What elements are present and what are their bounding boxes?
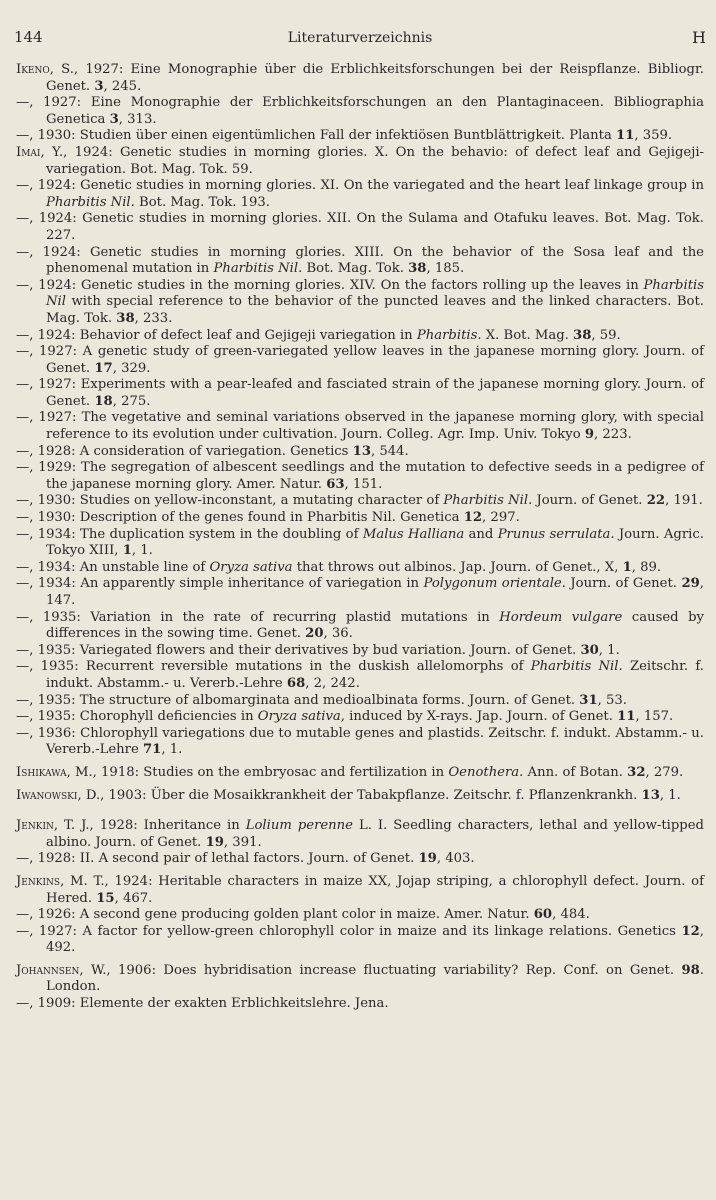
entry-text: , 275.	[112, 393, 151, 409]
volume-number: 17	[94, 360, 113, 376]
entry-text: Journ. of Genet.	[565, 576, 682, 592]
italic-taxon: Pharbitis.	[416, 327, 482, 343]
entry-text: , M., 1918: Studies on the embryosac and fertilization in	[66, 764, 449, 780]
volume-number: 13	[352, 443, 371, 459]
italic-taxon: Prunus serrulata.	[497, 526, 615, 542]
italic-taxon: Oenothera.	[448, 764, 524, 780]
volume-number: 11	[617, 709, 636, 725]
volume-number: 19	[205, 834, 224, 850]
page-number: 144	[14, 28, 43, 46]
bibliography-entry	[16, 493, 704, 510]
entry-text: , 245.	[103, 78, 142, 94]
entry-text: Zeitschr. f. indukt. Abstamm.- u. Vererb.-Lehre	[46, 659, 704, 691]
bibliography-entry	[16, 924, 704, 957]
entry-text: , 1.	[659, 787, 681, 803]
bibliography-entry	[16, 709, 704, 726]
entry-text: , 147.	[46, 576, 704, 608]
italic-taxon: Pharbitis Nil	[46, 277, 704, 310]
volume-number: 12	[681, 923, 700, 939]
italic-taxon: Pharbitis Nil.	[46, 194, 135, 210]
entry-text: —, 1935: Variegated flowers and their derivatives by bud variation. Journ. of Genet.	[16, 642, 581, 658]
entry-text: —, 1929: The segregation of albescent seedlings and the mutation to defective seeds in a pedigree of the japanese morning glory. Amer. Natur.	[16, 460, 704, 492]
bibliography-entry	[16, 328, 704, 345]
bibliography-entry	[16, 726, 704, 759]
entry-text: , M. T., 1924: Heritable characters in maize XX, Jojap striping, a chlorophyll defect. Journ. of Hered.	[46, 873, 704, 906]
bibliography-entry	[16, 527, 704, 560]
entry-text: , T. J., 1928: Inheritance in	[53, 818, 246, 834]
bibliography-entry	[16, 128, 704, 145]
running-title: Literaturverzeichnis	[287, 30, 433, 46]
bibliography-entry	[16, 444, 704, 461]
author-name: Ishikawa	[16, 764, 67, 780]
entry-text: , 1.	[161, 742, 183, 758]
volume-number: 60	[533, 907, 553, 923]
bibliography-entry	[16, 765, 704, 782]
entry-text: —, 1934: The duplication system in the doubling of	[16, 526, 363, 542]
italic-taxon: Lolium perenne	[245, 818, 353, 834]
bibliography-entry	[16, 963, 704, 996]
entry-text: , Y., 1924: Genetic studies in morning glories. X. On the behavio: of defect leaf and Gejigeji-variegation. Bot. Mag. Tok. 59.	[40, 144, 704, 177]
entry-text: —, 1924: Genetic studies in morning glories. XIII. On the behavior of the Sosa leaf and the phenomenal mutation in	[16, 244, 704, 277]
entry-text: , 233.	[134, 310, 173, 326]
entry-text: , 2, 242.	[305, 675, 360, 691]
bibliography-entry	[16, 278, 704, 328]
volume-number: 3	[94, 78, 104, 94]
author-name: Johannsen	[16, 962, 80, 978]
volume-number: 20	[305, 626, 324, 642]
entry-text: , 36.	[323, 626, 353, 642]
entry-text: , 329.	[112, 360, 151, 376]
entry-text: —, 1927: Experiments with a pear-leafed and fasciated strain of the japanese morning glory. Journ. of Genet.	[16, 377, 704, 409]
entry-text: Bot. Mag. Tok.	[302, 261, 409, 277]
volume-number: 63	[326, 476, 345, 492]
entry-text: , 1.	[131, 543, 153, 559]
page-header	[14, 28, 706, 52]
bibliography-entry	[16, 410, 704, 443]
entry-text: —, 1935: Chorophyll deficiencies in	[16, 709, 258, 725]
entry-text: X. Bot. Mag.	[481, 327, 574, 343]
entry-text: Journ. of Genet.	[532, 493, 647, 509]
bibliography-entry	[16, 62, 704, 95]
italic-taxon: Pharbitis Nil.	[213, 261, 303, 277]
entry-text: , 151.	[344, 476, 383, 492]
entry-text: , 185.	[426, 261, 465, 277]
italic-taxon: Oryza sativa	[209, 559, 293, 575]
bibliography-entry	[16, 907, 704, 924]
entry-text: —, 1927: The vegetative and seminal variations observed in the japanese morning glory, with special reference to its evolution under cultivation. Journ. Colleg. Agr. Imp. Univ. Tokyo	[16, 410, 704, 443]
bibliography-entry	[16, 377, 704, 410]
volume-number: 19	[418, 851, 437, 867]
entry-text: —, 1934: An apparently simple inheritance of variegation in	[16, 576, 424, 592]
volume-number: 11	[616, 128, 635, 144]
entry-text: , induced by X-rays. Jap. Journ. of Genet.	[340, 709, 618, 725]
entry-text: —, 1928: A consideration of variegation. Genetics	[16, 443, 353, 459]
bibliography-entry	[16, 643, 704, 660]
entry-text: that throws out albinos. Jap. Journ. of Genet., X,	[292, 559, 623, 575]
bibliography-entry	[16, 245, 704, 278]
bibliography-entry	[16, 610, 704, 643]
italic-taxon: Polygonum orientale.	[423, 576, 566, 592]
entry-text: , D., 1903: Über die Mosaikkrankheit der Tabakpflanze. Zeitschr. f. Pflanzenkrankh.	[77, 787, 642, 803]
author-name: Ikeno	[16, 62, 50, 77]
bibliography-entry	[16, 145, 704, 178]
volume-number: 18	[94, 393, 113, 409]
entry-text: . London.	[46, 962, 704, 995]
entry-text: —, 1930: Studien über einen eigentümlichen Fall der infektiösen Buntblättrigkeit. Planta	[16, 128, 616, 144]
entry-text: —, 1936: Chlorophyll variegations due to mutable genes and plastids. Zeitschr. f. indukt. Abstamm.- u. Vererb.-Lehre	[16, 725, 704, 758]
entry-text: , 279.	[645, 764, 684, 780]
volume-number: 12	[463, 510, 483, 526]
bibliography-entry	[16, 874, 704, 907]
bibliography-entry	[16, 818, 704, 851]
volume-number: 98	[681, 962, 700, 978]
bibliography-entry	[16, 178, 704, 211]
section-letter: H	[692, 28, 706, 47]
bibliography-entry	[16, 659, 704, 692]
bibliography-list	[16, 62, 704, 1013]
italic-taxon: Hordeum vulgare	[499, 609, 623, 625]
entry-text: —, 1927: A genetic study of green-variegated yellow leaves in the japanese morning glory. Journ. of Genet.	[16, 344, 704, 376]
volume-number: 13	[641, 787, 660, 803]
entry-text: Ann. of Botan.	[523, 764, 628, 780]
bibliography-entry	[16, 460, 704, 493]
entry-text: L. I. Seedling characters, lethal and yellow-tipped albino. Journ. of Genet.	[46, 818, 704, 850]
entry-text: —, 1928: II. A second pair of lethal factors. Journ. of Genet.	[16, 851, 419, 867]
volume-number: 22	[646, 493, 666, 509]
entry-text: Bot. Mag. Tok. 193.	[134, 194, 270, 210]
bibliography-entry	[16, 788, 704, 805]
entry-text: —, 1909: Elemente der exakten Erblichkeitslehre. Jena.	[16, 996, 389, 1012]
entry-text: , 403.	[436, 851, 475, 867]
volume-number: 71	[142, 742, 162, 758]
volume-number: 68	[286, 675, 306, 691]
bibliography-entry	[16, 95, 704, 128]
entry-text: , 89.	[631, 559, 662, 575]
entry-text: —, 1935: Recurrent reversible mutations in the duskish allelomorphs of	[16, 659, 531, 675]
italic-taxon: Malus Halliana	[362, 526, 465, 542]
entry-text: , 157.	[635, 709, 674, 725]
volume-number: 9	[584, 427, 595, 443]
entry-text: —, 1927: Eine Monographie der Erblichkeitsforschungen an den Plantaginaceen. Bibliographia Genetica	[16, 95, 704, 127]
italic-taxon: Pharbitis Nil.	[530, 659, 623, 675]
entry-text: —, 1924: Genetic studies in morning glories. XI. On the variegated and the heart leaf linkage group in	[16, 178, 704, 194]
author-name: Jenkin	[16, 818, 54, 834]
entry-text: —, 1926: A second gene producing golden plant color in maize. Amer. Natur.	[16, 907, 534, 923]
volume-number: 1	[622, 559, 632, 575]
entry-text: , 53.	[597, 692, 627, 708]
author-name: Jenkins	[16, 873, 61, 889]
entry-text: —, 1934: An unstable line of	[16, 559, 210, 575]
bibliography-entry	[16, 576, 704, 609]
entry-text: —, 1924: Genetic studies in morning glories. XII. On the Sulama and Otafuku leaves. Bot. Mag. Tok. 227.	[16, 211, 704, 243]
entry-text: , 391.	[223, 834, 262, 850]
entry-text: —, 1935: The structure of albomarginata and medioalbinata forms. Journ. of Genet.	[16, 692, 580, 708]
volume-number: 38	[116, 310, 135, 326]
entry-text: —, 1930: Studies on yellow-inconstant, a mutating character of	[16, 493, 444, 509]
entry-text: —, 1924: Genetic studies in the morning glories. XIV. On the factors rolling up the leaves in	[16, 277, 644, 293]
entry-text: , 359.	[634, 128, 673, 144]
entry-text: , 297.	[482, 510, 520, 526]
entry-text: , 313.	[118, 111, 157, 127]
entry-text: , W., 1906: Does hybridisation increase fluctuating variability? Rep. Conf. on Genet.	[79, 962, 682, 978]
volume-number: 3	[109, 111, 119, 127]
volume-number: 31	[579, 692, 598, 708]
author-name: Imai	[16, 144, 41, 160]
entry-text: , 59.	[591, 327, 621, 343]
entry-text: , 1.	[598, 642, 620, 658]
volume-number: 38	[573, 327, 592, 343]
bibliography-entry	[16, 851, 704, 868]
entry-text: —, 1927: A factor for yellow-green chlorophyll color in maize and its linkage relations. Genetics	[16, 923, 682, 939]
bibliography-entry	[16, 510, 704, 527]
bibliography-entry	[16, 693, 704, 710]
entry-text: —, 1930: Description of the genes found in Pharbitis Nil. Genetica	[16, 510, 464, 526]
entry-text: , 191.	[665, 493, 703, 509]
italic-taxon: Oryza sativa	[257, 709, 341, 725]
volume-number: 29	[681, 576, 700, 592]
volume-number: 15	[96, 890, 115, 906]
entry-text: , 492.	[46, 923, 704, 956]
entry-text: and	[464, 526, 498, 542]
volume-number: 1	[122, 543, 132, 559]
italic-taxon: Pharbitis Nil.	[443, 493, 533, 509]
entry-text: , 484.	[552, 907, 590, 923]
author-name: Iwanowski	[16, 787, 78, 803]
bibliography-entry	[16, 996, 704, 1013]
volume-number: 32	[627, 764, 646, 780]
entry-text: , 223.	[594, 427, 632, 443]
volume-number: 30	[580, 642, 599, 658]
entry-text: , S., 1927: Eine Monographie über die Erblichkeitsforschungen bei der Reispflanze. Bibliogr. Genet.	[46, 62, 704, 94]
entry-text: with special reference to the behavior of the puncted leaves and the linked characters. Bot. Mag. Tok.	[46, 294, 704, 326]
entry-text: Journ. Agric. Tokyo XIII,	[46, 526, 704, 559]
entry-text: —, 1935: Variation in the rate of recurring plastid mutations in	[16, 609, 500, 625]
volume-number: 38	[408, 261, 427, 277]
bibliography-entry	[16, 344, 704, 377]
entry-text: , 544.	[371, 443, 409, 459]
entry-text: , 467.	[114, 890, 153, 906]
entry-text: caused by differences in the sowing time. Genet.	[46, 609, 704, 642]
bibliography-entry	[16, 560, 704, 577]
bibliography-entry	[16, 211, 704, 244]
entry-text: —, 1924: Behavior of defect leaf and Gejigeji variegation in	[16, 327, 417, 343]
